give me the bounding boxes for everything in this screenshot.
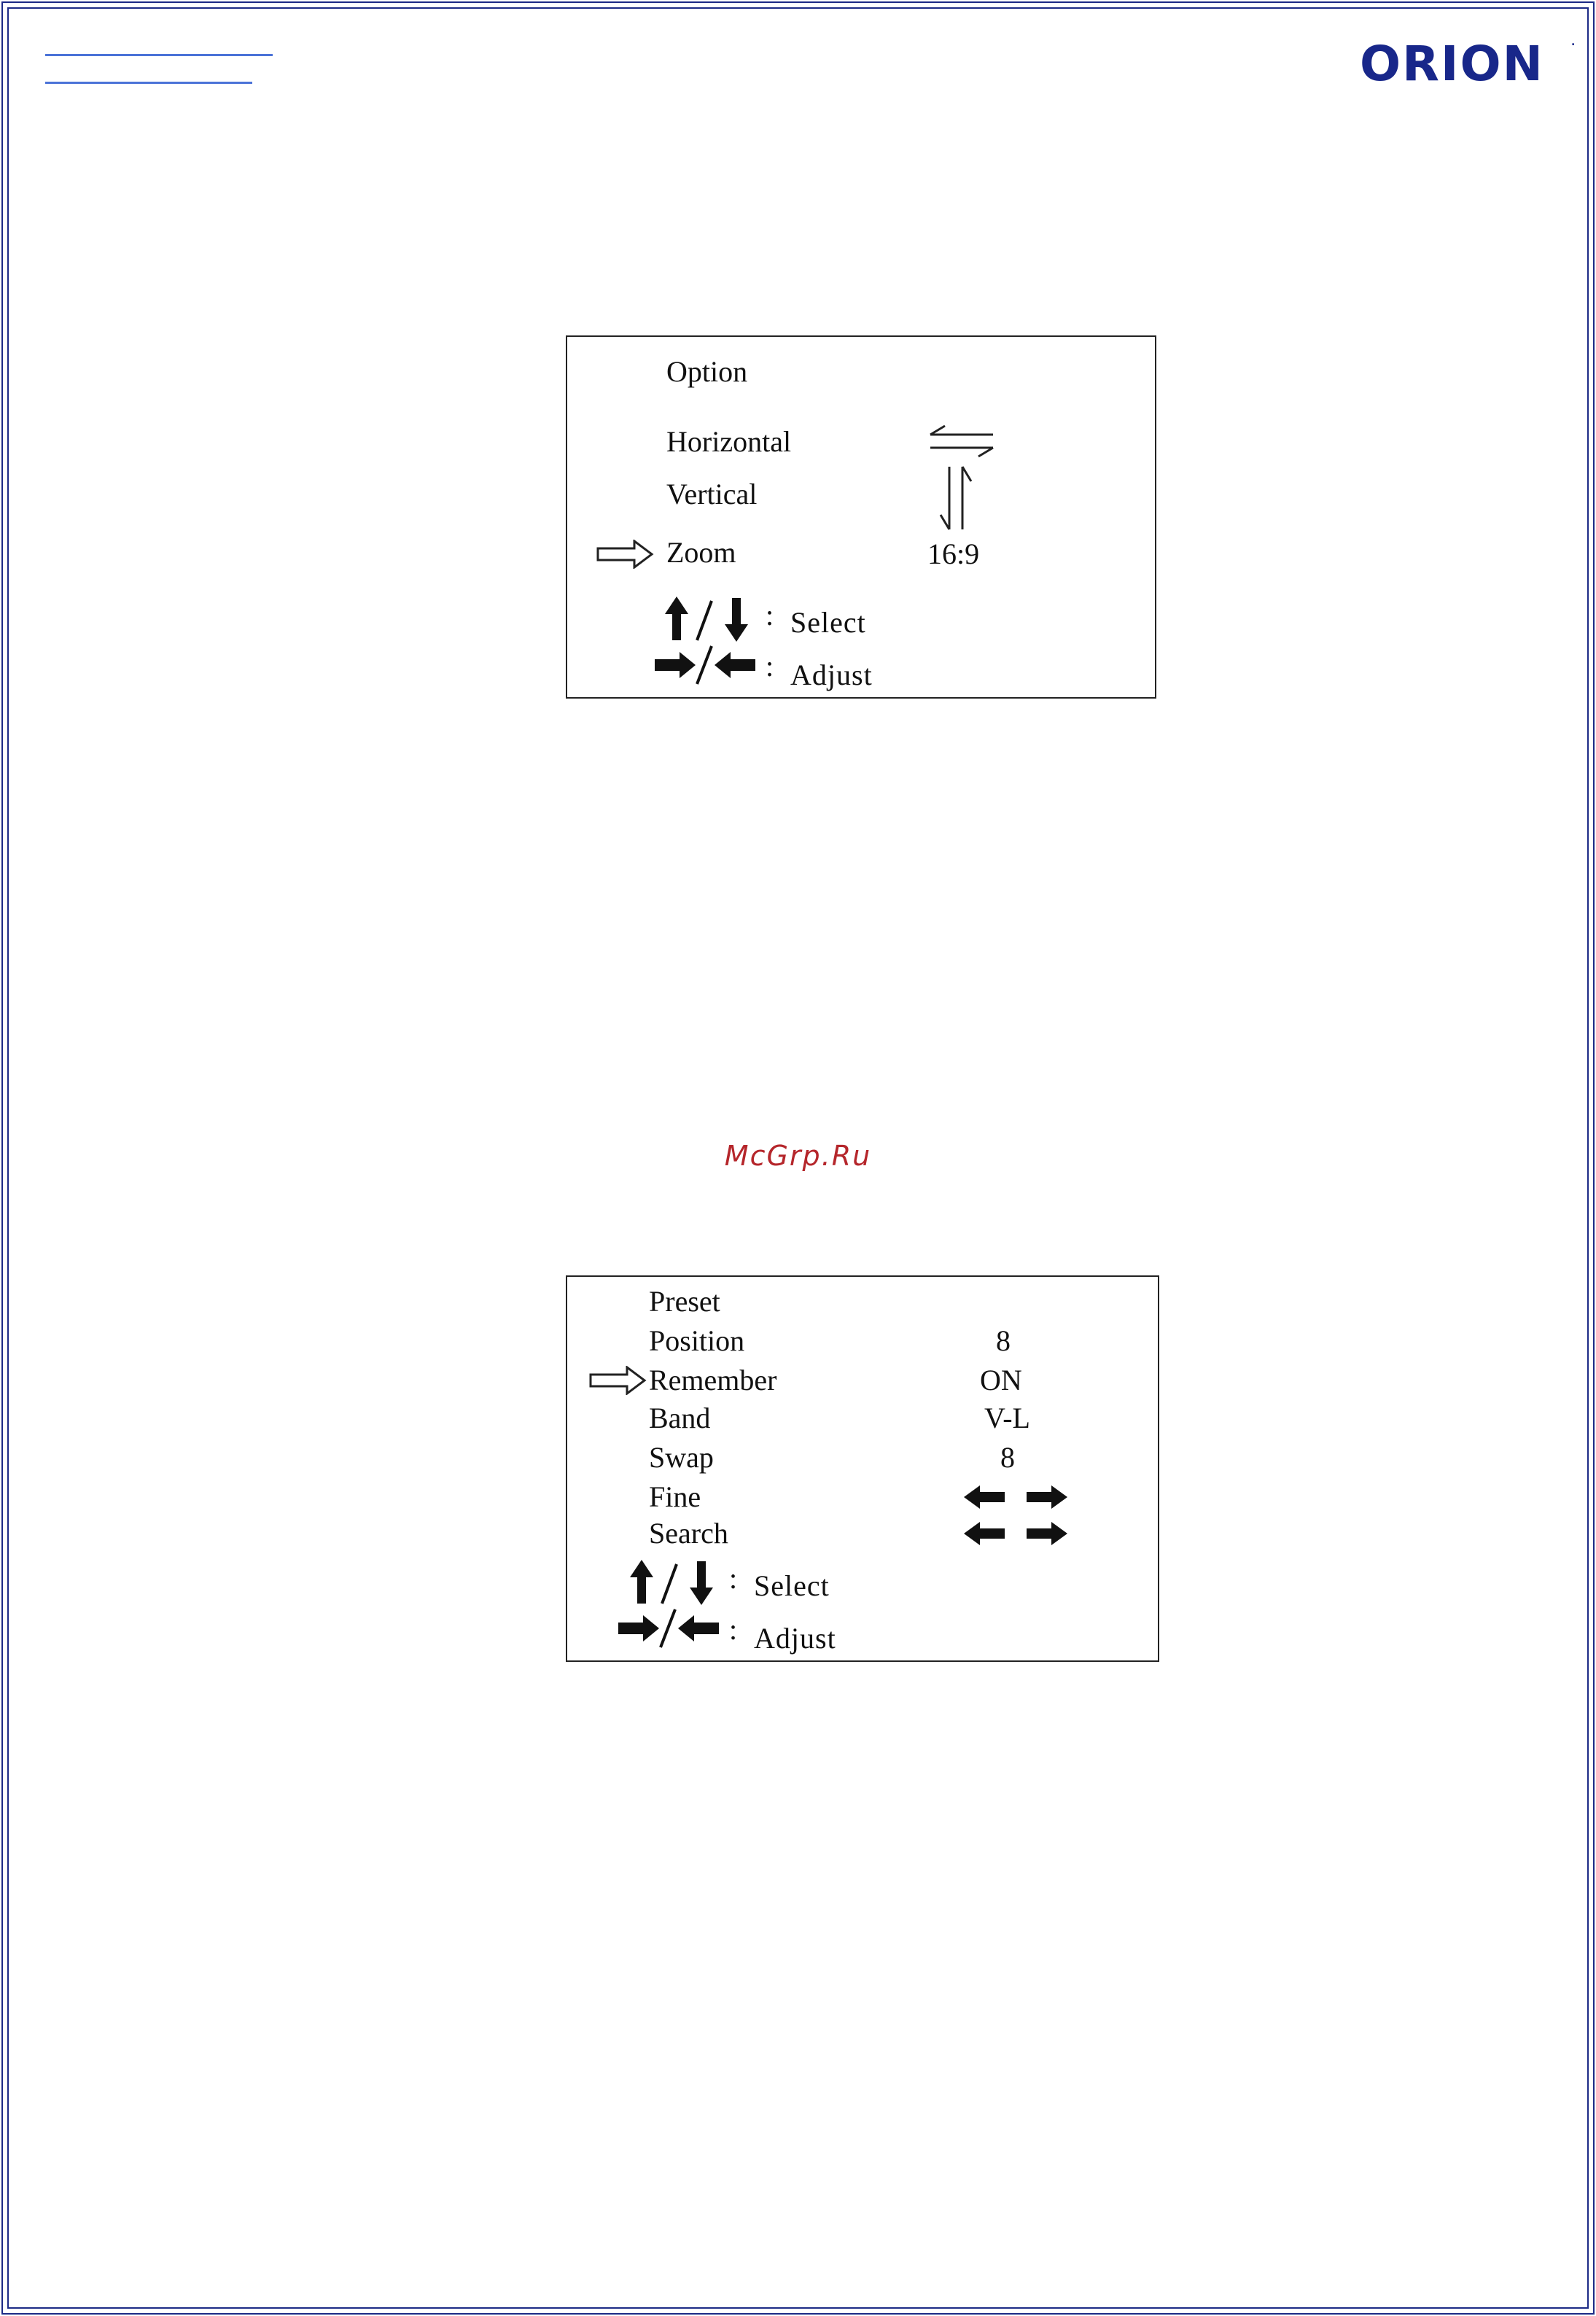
menu-item-swap[interactable]: Swap bbox=[649, 1441, 714, 1474]
svg-text:.: . bbox=[1571, 36, 1577, 48]
right-left-arrows-icon bbox=[615, 1606, 725, 1650]
menu-item-band[interactable]: Band bbox=[649, 1402, 711, 1434]
select-hint-separator: : bbox=[729, 1562, 738, 1595]
swap-value: 8 bbox=[1000, 1441, 1015, 1474]
preset-menu-title: Preset bbox=[649, 1285, 720, 1318]
search-left-right-arrows-icon bbox=[961, 1519, 1070, 1548]
right-left-arrows-icon bbox=[652, 643, 761, 687]
adjust-hint-separator: : bbox=[729, 1613, 738, 1646]
svg-text:ORION: ORION bbox=[1360, 36, 1544, 90]
preset-menu bbox=[566, 1275, 1159, 1662]
menu-item-fine[interactable]: Fine bbox=[649, 1480, 701, 1513]
menu-item-remember[interactable]: Remember bbox=[649, 1364, 777, 1396]
position-value: 8 bbox=[996, 1324, 1011, 1357]
orion-logo bbox=[1360, 32, 1579, 90]
band-value: V-L bbox=[984, 1402, 1030, 1434]
up-down-arrows-icon bbox=[627, 1558, 722, 1606]
selection-pointer-icon bbox=[589, 1366, 647, 1395]
zoom-value: 16:9 bbox=[927, 537, 980, 570]
header-link-1[interactable] bbox=[45, 54, 273, 56]
menu-item-position[interactable]: Position bbox=[649, 1324, 745, 1357]
vertical-flip-icon bbox=[936, 462, 977, 535]
selection-pointer-icon bbox=[596, 540, 655, 569]
menu-item-horizontal[interactable]: Horizontal bbox=[666, 425, 792, 458]
remember-value: ON bbox=[980, 1364, 1022, 1396]
menu-item-zoom[interactable]: Zoom bbox=[666, 536, 736, 569]
watermark-text: McGrp.Ru bbox=[724, 1140, 872, 1172]
up-down-arrows-icon bbox=[662, 595, 757, 643]
select-hint-separator: : bbox=[766, 599, 774, 632]
adjust-hint-separator: : bbox=[766, 650, 774, 683]
menu-item-search[interactable]: Search bbox=[649, 1517, 728, 1550]
menu-item-vertical[interactable]: Vertical bbox=[666, 478, 758, 510]
select-hint-label: Select bbox=[754, 1569, 830, 1602]
adjust-hint-label: Adjust bbox=[790, 658, 873, 691]
fine-left-right-arrows-icon bbox=[961, 1483, 1070, 1512]
horizontal-flip-icon bbox=[926, 421, 999, 462]
select-hint-label: Select bbox=[790, 606, 866, 639]
adjust-hint-label: Adjust bbox=[754, 1622, 836, 1655]
option-menu-title: Option bbox=[666, 355, 748, 388]
header-link-2[interactable] bbox=[45, 82, 252, 84]
option-menu bbox=[566, 335, 1156, 699]
